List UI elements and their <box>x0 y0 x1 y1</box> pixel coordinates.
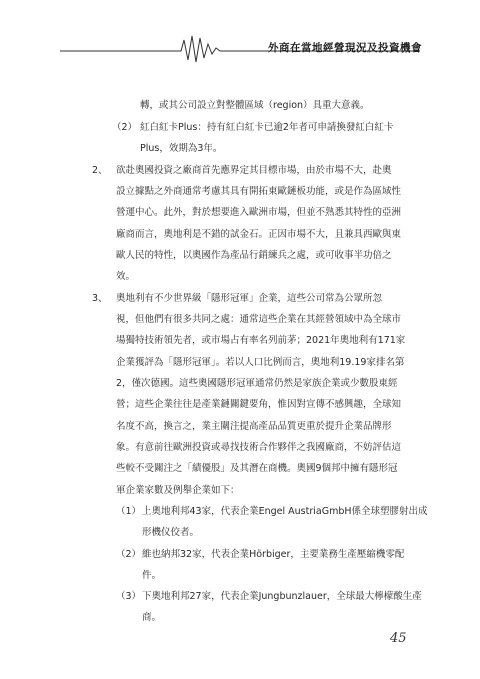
section3-line: 名度不高，換言之，業主關注提高產品品質更重於提升企業品牌形 <box>116 421 392 432</box>
section2-line: 歐人民的特性，以奧國作為產品行銷練兵之處，或可收事半功倍之 <box>116 250 392 261</box>
header-heartbeat-line <box>176 36 228 62</box>
sub3-line: 下奧地利邦27家，代表企業Jungbunzlauer，全球最大檸檬酸生產 <box>142 591 422 602</box>
sub1-line: 上奧地利邦43家，代表企業Engel AustriaGmbH係全球塑膠射出成 <box>142 506 428 517</box>
section2-line: 廠商而言，奧地利是不錯的試金石。正因市場不大，且兼具西歐與東 <box>116 229 402 240</box>
section2-line: 設立據點之外商通常考慮其具有開拓東歐鏈板功能，或是作為區域性 <box>116 186 402 197</box>
item2-line: 紅白紅卡Plus：持有紅白紅卡已逾2年者可申請換發紅白紅卡 <box>140 122 394 133</box>
section2-line: 效。 <box>116 271 136 282</box>
section3-line: 些較不受關注之「績優股」及其潛在商機。奧國9個邦中擁有隱形冠 <box>116 463 398 474</box>
section3-line: 奧地利有不少世界級「隱形冠軍」企業，這些公司常為公眾所忽 <box>116 293 383 304</box>
sub2-line: 維也納邦32家，代表企業Hörbiger，主要業務生產壓縮機零配 <box>142 549 405 560</box>
section3-line: 2，僅次德國。這些奧國隱形冠軍通常仍然是家族企業或少數股東經 <box>116 378 398 389</box>
section2-line: 欲赴奧國投資之廠商首先應界定其目標市場，由於市場不大，赴奧 <box>116 165 392 176</box>
page-header <box>0 0 480 70</box>
sub3-line: 商。 <box>142 612 162 623</box>
page-number: 45 <box>390 631 407 646</box>
header-title: 外商在當地經營現況及投資機會 <box>268 42 422 54</box>
section2-marker: 2、 <box>92 165 108 176</box>
section3-line: 企業獲評為「隱形冠軍」。若以人口比例而言，奧地利19.19家排名第 <box>116 357 405 368</box>
sub1-line: 形機仪佼者。 <box>142 527 200 538</box>
section3-line: 軍企業家數及例舉企業如下： <box>116 485 240 496</box>
sub1-marker: （1） <box>116 506 142 517</box>
item2-line: Plus，效期為3年。 <box>140 143 223 154</box>
sub2-marker: （2） <box>116 549 142 560</box>
sub2-line: 件。 <box>142 570 162 581</box>
sub3-marker: （3） <box>116 591 142 602</box>
section3-line: 場獨特技術領先者，或市場占有率名列前茅；2021年奧地利有171家 <box>116 335 406 346</box>
section3-line: 象。有意前往歐洲投資或尋找技術合作夥伴之我國廠商，不妨評估這 <box>116 442 402 453</box>
item2-marker: （2） <box>112 122 138 133</box>
continuation-line: 轉，或其公司設立對整體區域（region）具重大意義。 <box>140 100 370 111</box>
section2-line: 營運中心。此外，對於想要進入歐洲市場，但並不熟悉其特性的亞洲 <box>116 207 402 218</box>
section3-line: 視，但他們有很多共同之處：通常這些企業在其經營領域中為全球市 <box>116 314 402 325</box>
section3-line: 營；這些企業往往是產業鏈關鍵要角，惟因對宣傳不感興趣，全球知 <box>116 399 402 410</box>
section3-marker: 3、 <box>92 293 108 304</box>
header-decoration <box>0 0 480 70</box>
